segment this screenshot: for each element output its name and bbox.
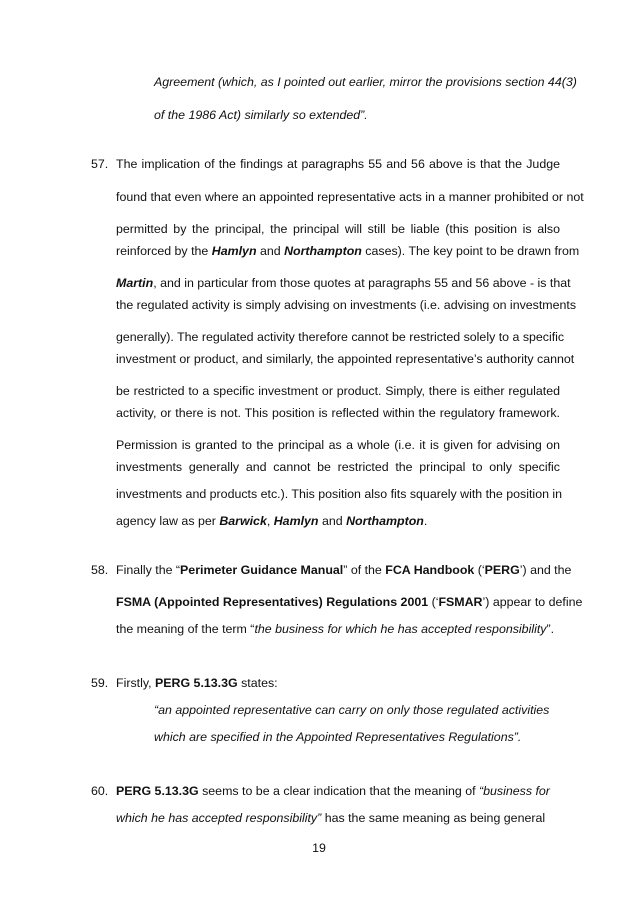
case-name: Northampton: [346, 514, 424, 528]
quote-line: which are specified in the Appointed Representatives Regulations”.: [154, 730, 522, 744]
paragraph-line: reinforced by the Hamlyn and Northampton cases). The key point to be drawn from: [116, 244, 580, 258]
case-name: Martin: [116, 276, 154, 290]
paragraph-line: Firstly, PERG 5.13.3G states:: [116, 676, 278, 690]
quote-line: “an appointed representative can carry on only those regulated activities: [154, 703, 550, 717]
paragraph-number: 58.: [91, 563, 109, 577]
quoted-term: the business for which he has accepted responsibility: [254, 622, 547, 636]
defined-term: FCA Handbook: [385, 563, 475, 577]
paragraph-line: agency law as per Barwick, Hamlyn and Northampton.: [116, 514, 428, 528]
quoted-term: which he has accepted responsibility”: [116, 811, 322, 825]
paragraph-line: investment or product, and similarly, the appointed representative’s authority cannot: [116, 352, 575, 366]
case-name: Hamlyn: [273, 514, 319, 528]
case-name: Northampton: [284, 244, 362, 258]
case-name: Hamlyn: [211, 244, 257, 258]
quote-line: Agreement (which, as I pointed out earlier, mirror the provisions section 44(3): [154, 75, 577, 89]
paragraph-number: 60.: [91, 784, 109, 798]
paragraph-line: investments generally and cannot be restricted the principal to only specific: [116, 460, 560, 474]
defined-term: FSMA (Appointed Representatives) Regulations 2001: [116, 595, 429, 609]
defined-term: PERG: [484, 563, 520, 577]
quote-line: of the 1986 Act) similarly so extended”.: [154, 108, 368, 122]
defined-term: Perimeter Guidance Manual: [180, 563, 344, 577]
paragraph-line: be restricted to a specific investment or product. Simply, there is either regulated: [116, 384, 560, 398]
defined-term: PERG 5.13.3G: [155, 676, 238, 690]
page-number: 19: [312, 841, 326, 855]
paragraph-line: the meaning of the term “the business for which he has accepted responsibility”.: [116, 622, 555, 636]
defined-term: FSMAR: [438, 595, 483, 609]
paragraph-line: Finally the “Perimeter Guidance Manual” of the FCA Handbook (‘PERG’) and the: [116, 563, 572, 577]
paragraph-line: the regulated activity is simply advising on investments (i.e. advising on investments: [116, 298, 577, 312]
paragraph-line: investments and products etc.). This position also fits squarely with the position in: [116, 487, 563, 501]
paragraph-line: Martin, and in particular from those quotes at paragraphs 55 and 56 above - is that: [116, 276, 571, 290]
defined-term: PERG 5.13.3G: [116, 784, 199, 798]
case-name: Barwick: [219, 514, 267, 528]
paragraph-line: PERG 5.13.3G seems to be a clear indication that the meaning of “business for: [116, 784, 550, 798]
paragraph-line: found that even where an appointed representative acts in a manner prohibited or not: [116, 190, 584, 204]
paragraph-line: The implication of the findings at paragraphs 55 and 56 above is that the Judge: [116, 157, 560, 171]
paragraph-line: generally). The regulated activity therefore cannot be restricted solely to a specific: [116, 330, 565, 344]
paragraph-number: 59.: [91, 676, 109, 690]
paragraph-line: FSMA (Appointed Representatives) Regulations 2001 (‘FSMAR’) appear to define: [116, 595, 583, 609]
paragraph-line: Permission is granted to the principal as a whole (i.e. it is given for advising on: [116, 438, 560, 452]
paragraph-line: permitted by the principal, the principal will still be liable (this position is also: [116, 222, 560, 236]
paragraph-number: 57.: [91, 157, 109, 171]
quoted-term: “business for: [479, 784, 550, 798]
paragraph-line: activity, or there is not. This position is reflected within the regulatory framework.: [116, 406, 560, 420]
paragraph-line: which he has accepted responsibility” has the same meaning as being general: [116, 811, 546, 825]
